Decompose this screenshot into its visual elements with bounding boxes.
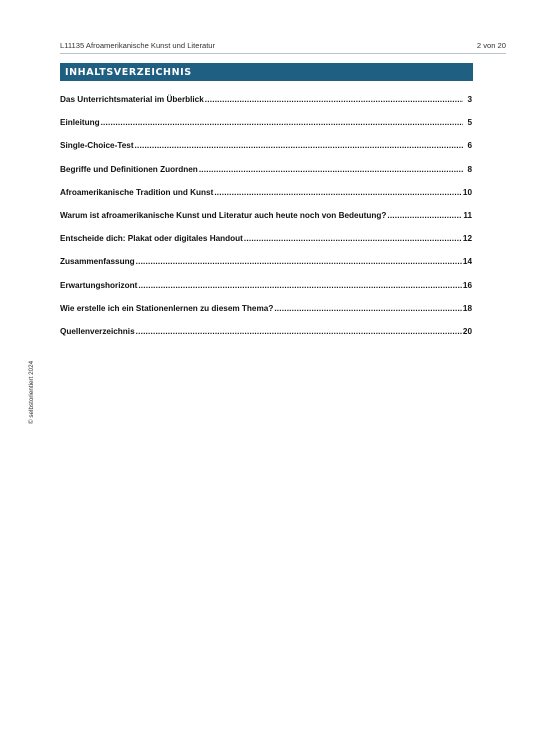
toc-entry-page: 3 bbox=[467, 95, 472, 104]
toc-list bbox=[60, 95, 472, 350]
toc-heading bbox=[60, 63, 473, 81]
toc-leader bbox=[199, 165, 463, 174]
page-header bbox=[60, 41, 506, 54]
toc-entry-title: Afroamerikanische Tradition und Kunst bbox=[60, 187, 214, 197]
toc-entry-page: 8 bbox=[467, 164, 472, 174]
toc-leader bbox=[136, 257, 462, 266]
toc-entry-title: Wie erstelle ich ein Stationenlernen zu diesem Thema? bbox=[60, 303, 274, 313]
toc-leader bbox=[244, 234, 462, 243]
toc-leader bbox=[387, 211, 462, 220]
toc-entry-title: Warum ist afroamerikanische Kunst und Literatur auch heute noch von Bedeutung? bbox=[60, 210, 387, 220]
toc-entry[interactable] bbox=[60, 257, 472, 280]
toc-entry-title: Entscheide dich: Plakat oder digitales Handout bbox=[60, 234, 243, 244]
toc-leader bbox=[205, 95, 463, 104]
toc-entry-page: 6 bbox=[467, 141, 472, 151]
toc-leader bbox=[135, 141, 463, 150]
toc-entry[interactable] bbox=[60, 281, 472, 304]
toc-leader bbox=[101, 118, 463, 127]
toc-entry[interactable] bbox=[60, 118, 472, 141]
toc-entry-title: Zusammenfassung bbox=[60, 257, 135, 267]
toc-entry-title: Das Unterrichtsmaterial im Überblick bbox=[60, 95, 204, 104]
toc-entry-title: Erwartungshorizont bbox=[60, 280, 138, 290]
toc-entry[interactable] bbox=[60, 304, 472, 327]
toc-entry-page: 11 bbox=[463, 210, 472, 220]
toc-entry-page: 14 bbox=[462, 257, 472, 267]
toc-leader bbox=[136, 327, 462, 336]
page-indicator: 2 von 20 bbox=[476, 41, 506, 50]
toc-entry[interactable] bbox=[60, 234, 472, 257]
toc-entry-title: Einleitung bbox=[60, 118, 100, 128]
toc-entry[interactable] bbox=[60, 211, 472, 234]
toc-entry[interactable] bbox=[60, 165, 472, 188]
toc-entry-page: 20 bbox=[462, 326, 472, 336]
toc-leader bbox=[214, 188, 462, 197]
copyright-notice: © selbstorientiert 2024 bbox=[28, 360, 35, 424]
toc-entry[interactable] bbox=[60, 95, 472, 118]
toc-entry-title: Begriffe und Definitionen Zuordnen bbox=[60, 164, 198, 174]
toc-entry-page: 5 bbox=[467, 118, 472, 128]
toc-entry[interactable] bbox=[60, 188, 472, 211]
document-title: L11135 Afroamerikanische Kunst und Literatur bbox=[60, 41, 216, 50]
toc-entry[interactable] bbox=[60, 141, 472, 164]
toc-entry-title: Quellenverzeichnis bbox=[60, 326, 135, 336]
toc-entry-page: 16 bbox=[462, 280, 472, 290]
toc-heading-text: INHALTSVERZEICHNIS bbox=[65, 66, 192, 78]
toc-entry-page: 10 bbox=[462, 187, 472, 197]
toc-entry[interactable] bbox=[60, 327, 472, 350]
toc-entry-page: 12 bbox=[462, 234, 472, 244]
toc-leader bbox=[138, 281, 462, 290]
toc-entry-page: 18 bbox=[462, 303, 472, 313]
toc-entry-title: Single-Choice-Test bbox=[60, 141, 134, 151]
toc-leader bbox=[274, 304, 462, 313]
